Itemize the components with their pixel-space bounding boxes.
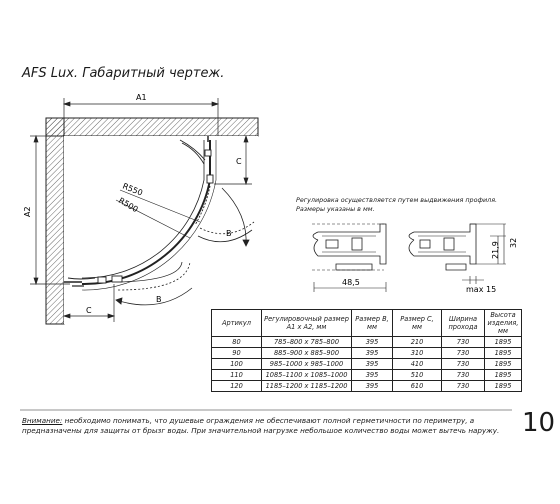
label-c-bottom: C [86, 306, 92, 315]
label-a2: A2 [23, 206, 32, 217]
size-table [211, 309, 522, 392]
col-header-height: Высота изделия, мм [485, 310, 522, 337]
warning-label: Внимание: [22, 416, 63, 425]
col-header-size-b: Размер B, мм [352, 310, 393, 337]
page-title: AFS Lux. Габаритный чертеж. [22, 66, 225, 81]
profile-section-left [312, 224, 386, 270]
label-max15: max 15 [466, 285, 497, 294]
col-header-adjust-size: Регулировочный размер A1 x A2, мм [262, 310, 352, 337]
label-32: 32 [509, 237, 518, 248]
table-row: 100 985–1000 x 985–1000 395 410 730 1895 [212, 359, 522, 370]
wall-corner [46, 118, 258, 324]
warning-text: необходимо понимать, что душевые ограждения не обеспечивают полной герметичности по периметру, а предназначены для защиты от брызг воды. При значительной нагрузке небольшое количество воды может вытечь наружу. [22, 416, 500, 435]
label-a1: A1 [136, 93, 147, 102]
col-header-article: Артикул [212, 310, 262, 337]
table-row: 110 1085–1100 x 1085–1000 395 510 730 1895 [212, 370, 522, 381]
table-row: 90 885–900 x 885–900 395 310 730 1895 [212, 348, 522, 359]
label-r550: R550 [121, 181, 144, 198]
page-number: 10 [522, 408, 556, 438]
label-b-bottom: B [156, 295, 162, 304]
col-header-size-c: Размер C, мм [393, 310, 442, 337]
label-r500: R500 [117, 195, 140, 215]
table-row: 120 1185–1200 x 1185–1200 395 610 730 1895 [212, 381, 522, 392]
table-header-row [212, 310, 522, 337]
label-485: 48,5 [342, 278, 360, 287]
warning-note [22, 416, 502, 436]
col-header-passage-width: Ширина прохода [442, 310, 485, 337]
label-219: 21,9 [491, 241, 500, 259]
profile-note: Регулировка осуществляется путем выдвижения профиля. Размеры указаны в мм. [296, 196, 498, 213]
label-c-right: C [236, 157, 242, 166]
label-b-right: B [226, 229, 232, 238]
table-row: 80 785–800 x 785–800 395 210 730 1895 [212, 337, 522, 348]
